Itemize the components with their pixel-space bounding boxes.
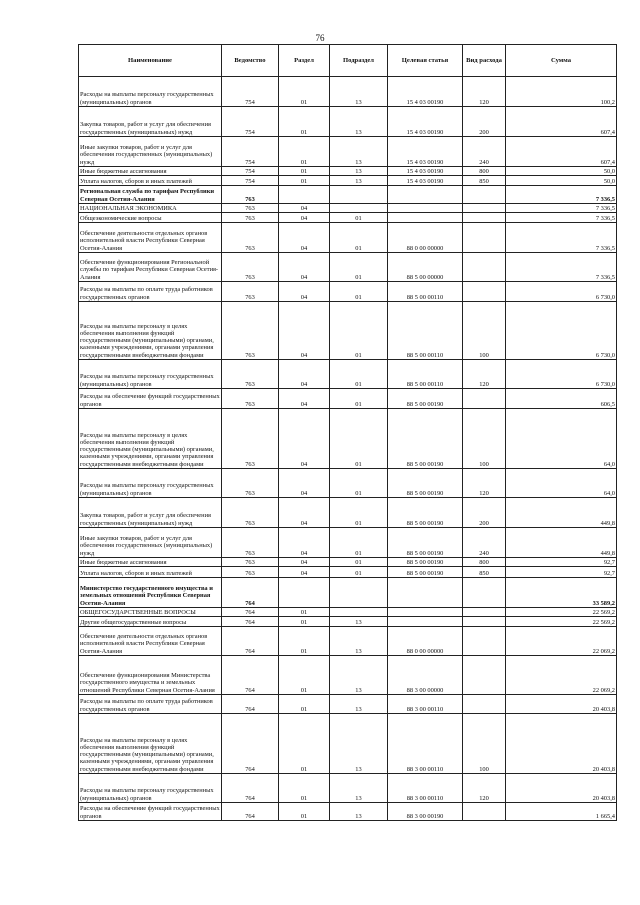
cell-department: 763 [222,253,279,282]
cell-amount: 607,4 [506,137,617,167]
cell-section: 04 [279,223,330,253]
cell-amount: 606,5 [506,389,617,409]
cell-department: 764 [222,714,279,774]
cell-department: 763 [222,528,279,558]
cell-expense-type: 100 [463,409,506,469]
cell-target-article: 88 3 00 00000 [388,656,463,695]
cell-target-article: 88 3 00 00110 [388,714,463,774]
cell-expense-type: 240 [463,528,506,558]
cell-name: НАЦИОНАЛЬНАЯ ЭКОНОМИКА [79,204,222,213]
cell-section: 04 [279,360,330,389]
cell-subsection: 01 [330,213,388,223]
cell-name: Расходы на выплаты персоналу в целях обеспечения выполнения функций государственными (муниципальными) органами, казенными учреждениями, органами управления государственными внебюджетными фондами [79,409,222,469]
cell-amount: 92,7 [506,558,617,567]
cell-department: 763 [222,360,279,389]
cell-name: Региональная служба по тарифам Республики Северная Осетия-Алания [79,186,222,204]
cell-name: Министерство государственного имущества и земельных отношений Республики Северная Осетия-Алания [79,578,222,608]
cell-name: Иные бюджетные ассигнования [79,558,222,567]
cell-name: Обеспечение деятельности отдельных органов исполнительной власти Республики Северная Осетия-Алания [79,223,222,253]
cell-name: Расходы на выплаты персоналу государственных (муниципальных) органов [79,469,222,498]
header-subsection: Подраздел [330,45,388,77]
cell-department: 763 [222,186,279,204]
cell-amount: 64,0 [506,409,617,469]
cell-subsection: 01 [330,282,388,302]
cell-expense-type [463,213,506,223]
cell-target-article: 88 5 00 00190 [388,389,463,409]
cell-subsection: 13 [330,617,388,627]
cell-subsection: 01 [330,389,388,409]
cell-amount: 6 730,0 [506,360,617,389]
cell-name: Обеспечение функционирования Министерства государственного имущества и земельных отношений Республики Северная Осетия-Алания [79,656,222,695]
cell-amount: 33 589,2 [506,578,617,608]
cell-expense-type [463,627,506,656]
header-department: Ведомство [222,45,279,77]
cell-name: Общеэкономические вопросы [79,213,222,223]
cell-section [279,578,330,608]
cell-amount: 607,4 [506,107,617,137]
cell-department: 764 [222,627,279,656]
cell-subsection: 01 [330,498,388,528]
cell-section: 01 [279,803,330,821]
cell-department: 763 [222,302,279,360]
header-target-article: Целевая статья [388,45,463,77]
cell-amount: 7 336,5 [506,223,617,253]
table-body [79,77,617,821]
cell-expense-type [463,223,506,253]
cell-subsection: 13 [330,107,388,137]
cell-expense-type: 800 [463,167,506,176]
cell-amount: 20 403,8 [506,714,617,774]
table-row [79,714,617,774]
cell-target-article: 88 5 00 00000 [388,253,463,282]
cell-section: 01 [279,656,330,695]
cell-section: 04 [279,469,330,498]
header-expense-type: Вид расхода [463,45,506,77]
cell-section: 01 [279,774,330,803]
cell-section: 01 [279,107,330,137]
cell-subsection: 01 [330,223,388,253]
table-row [79,107,617,137]
cell-target-article [388,578,463,608]
table-row [79,774,617,803]
cell-subsection: 13 [330,656,388,695]
cell-target-article [388,608,463,617]
cell-expense-type: 120 [463,774,506,803]
cell-expense-type [463,186,506,204]
cell-subsection: 13 [330,167,388,176]
cell-section [279,186,330,204]
cell-department: 763 [222,469,279,498]
cell-target-article: 88 5 00 00190 [388,409,463,469]
cell-expense-type: 800 [463,558,506,567]
cell-amount: 20 403,8 [506,774,617,803]
table-row [79,608,617,617]
table-row [79,167,617,176]
cell-amount: 6 730,0 [506,302,617,360]
cell-section: 04 [279,528,330,558]
table-row [79,695,617,714]
cell-expense-type [463,204,506,213]
cell-department: 763 [222,213,279,223]
cell-subsection [330,204,388,213]
table-row [79,803,617,821]
table-row [79,176,617,186]
cell-expense-type: 850 [463,176,506,186]
cell-subsection: 01 [330,558,388,567]
cell-expense-type [463,282,506,302]
cell-subsection: 13 [330,695,388,714]
cell-name: Расходы на обеспечение функций государственных органов [79,389,222,409]
cell-target-article: 15 4 03 00190 [388,137,463,167]
cell-subsection: 01 [330,302,388,360]
cell-expense-type: 850 [463,567,506,578]
cell-name: Закупка товаров, работ и услуг для обеспечения государственных (муниципальных) нужд [79,498,222,528]
cell-expense-type [463,389,506,409]
cell-subsection: 13 [330,774,388,803]
cell-department: 754 [222,167,279,176]
cell-section: 04 [279,253,330,282]
table-row [79,282,617,302]
table-row [79,204,617,213]
cell-department: 763 [222,498,279,528]
cell-section: 04 [279,282,330,302]
cell-expense-type: 240 [463,137,506,167]
cell-section: 04 [279,204,330,213]
cell-expense-type [463,803,506,821]
cell-subsection: 01 [330,253,388,282]
cell-subsection: 01 [330,567,388,578]
cell-department: 764 [222,617,279,627]
cell-name: Другие общегосударственные вопросы [79,617,222,627]
cell-section: 01 [279,77,330,107]
cell-target-article: 88 5 00 00190 [388,498,463,528]
cell-target-article [388,204,463,213]
table-row [79,223,617,253]
cell-target-article: 88 5 00 00190 [388,558,463,567]
cell-department: 763 [222,223,279,253]
cell-department: 764 [222,803,279,821]
table-header-row [79,45,617,77]
cell-name: Расходы на выплаты персоналу в целях обеспечения выполнения функций государственными (муниципальными) органами, казенными учреждениями, органами управления государственными внебюджетными фондами [79,714,222,774]
cell-amount: 22 569,2 [506,608,617,617]
cell-amount: 50,0 [506,167,617,176]
cell-expense-type: 200 [463,498,506,528]
cell-target-article: 88 5 00 00190 [388,567,463,578]
cell-amount: 7 336,5 [506,213,617,223]
table-row [79,389,617,409]
table-row [79,498,617,528]
cell-target-article [388,186,463,204]
cell-expense-type [463,656,506,695]
cell-expense-type [463,578,506,608]
table-row [79,528,617,558]
cell-name: Уплата налогов, сборов и иных платежей [79,176,222,186]
cell-section: 01 [279,176,330,186]
table-row [79,186,617,204]
cell-name: Расходы на выплаты по оплате труда работников государственных органов [79,282,222,302]
table-row [79,409,617,469]
cell-subsection: 01 [330,528,388,558]
cell-expense-type: 100 [463,714,506,774]
cell-subsection [330,186,388,204]
cell-name: Закупка товаров, работ и услуг для обеспечения государственных (муниципальных) нужд [79,107,222,137]
page-number: 76 [315,33,325,43]
cell-target-article: 88 0 00 00000 [388,223,463,253]
cell-amount: 449,8 [506,528,617,558]
cell-name: Расходы на выплаты персоналу государственных (муниципальных) органов [79,774,222,803]
cell-section: 04 [279,409,330,469]
cell-section: 01 [279,714,330,774]
cell-expense-type [463,617,506,627]
cell-target-article [388,617,463,627]
cell-subsection: 13 [330,714,388,774]
cell-amount: 20 403,8 [506,695,617,714]
cell-department: 754 [222,137,279,167]
cell-target-article: 88 5 00 00190 [388,469,463,498]
table-row [79,302,617,360]
cell-target-article: 88 5 00 00110 [388,360,463,389]
cell-target-article: 88 3 00 00110 [388,695,463,714]
cell-department: 754 [222,77,279,107]
cell-amount: 449,8 [506,498,617,528]
cell-subsection: 13 [330,627,388,656]
cell-expense-type [463,253,506,282]
cell-section: 04 [279,558,330,567]
cell-expense-type [463,608,506,617]
cell-section: 01 [279,627,330,656]
cell-department: 763 [222,389,279,409]
cell-subsection: 13 [330,77,388,107]
cell-name: ОБЩЕГОСУДАРСТВЕННЫЕ ВОПРОСЫ [79,608,222,617]
cell-name: Обеспечение деятельности отдельных органов исполнительной власти Республики Северная Осетия-Алания [79,627,222,656]
cell-subsection [330,608,388,617]
cell-target-article: 15 4 03 00190 [388,77,463,107]
cell-section: 04 [279,213,330,223]
table-row [79,578,617,608]
cell-department: 763 [222,558,279,567]
cell-department: 763 [222,409,279,469]
cell-subsection [330,578,388,608]
cell-department: 764 [222,774,279,803]
cell-amount: 22 069,2 [506,627,617,656]
header-section: Раздел [279,45,330,77]
cell-name: Расходы на выплаты персоналу государственных (муниципальных) органов [79,360,222,389]
cell-subsection: 13 [330,176,388,186]
cell-department: 764 [222,578,279,608]
cell-amount: 7 336,5 [506,186,617,204]
cell-expense-type: 200 [463,107,506,137]
cell-amount: 50,0 [506,176,617,186]
cell-name: Расходы на выплаты персоналу государственных (муниципальных) органов [79,77,222,107]
cell-amount: 64,0 [506,469,617,498]
table-row [79,656,617,695]
table-row [79,360,617,389]
cell-name: Расходы на выплаты персоналу в целях обеспечения выполнения функций государственными (муниципальными) органами, казенными учреждениями, органами управления государственными внебюджетными фондами [79,302,222,360]
cell-section: 04 [279,389,330,409]
table-row [79,469,617,498]
cell-amount: 1 665,4 [506,803,617,821]
cell-department: 764 [222,608,279,617]
cell-amount: 7 336,5 [506,253,617,282]
cell-name: Расходы на выплаты по оплате труда работников государственных органов [79,695,222,714]
table-row [79,567,617,578]
cell-name: Обеспечение функционирования Региональной службы по тарифам Республики Северная Осетия-Алания [79,253,222,282]
cell-amount: 7 336,5 [506,204,617,213]
cell-name: Иные закупки товаров, работ и услуг для обеспечения государственных (муниципальных) нужд [79,137,222,167]
cell-section: 01 [279,617,330,627]
cell-name: Расходы на обеспечение функций государственных органов [79,803,222,821]
cell-section: 01 [279,608,330,617]
cell-department: 763 [222,282,279,302]
cell-target-article: 88 0 00 00000 [388,627,463,656]
table-row [79,627,617,656]
cell-subsection: 13 [330,137,388,167]
budget-table [78,44,617,821]
cell-subsection: 01 [330,360,388,389]
cell-amount: 22 569,2 [506,617,617,627]
cell-section: 04 [279,567,330,578]
table-row [79,253,617,282]
cell-name: Уплата налогов, сборов и иных платежей [79,567,222,578]
cell-expense-type: 120 [463,77,506,107]
cell-target-article: 88 5 00 00190 [388,528,463,558]
cell-section: 04 [279,498,330,528]
cell-department: 764 [222,695,279,714]
cell-section: 01 [279,167,330,176]
table-row [79,617,617,627]
cell-amount: 100,2 [506,77,617,107]
cell-department: 763 [222,567,279,578]
header-amount: Сумма [506,45,617,77]
cell-target-article: 88 5 00 00110 [388,282,463,302]
cell-expense-type: 100 [463,302,506,360]
table-row [79,558,617,567]
cell-department: 763 [222,204,279,213]
cell-department: 754 [222,107,279,137]
cell-subsection: 01 [330,409,388,469]
cell-amount: 22 069,2 [506,656,617,695]
table-row [79,213,617,223]
cell-target-article [388,213,463,223]
table-row [79,137,617,167]
cell-subsection: 13 [330,803,388,821]
cell-department: 764 [222,656,279,695]
cell-target-article: 15 4 03 00190 [388,176,463,186]
cell-target-article: 15 4 03 00190 [388,107,463,137]
cell-target-article: 88 5 00 00110 [388,302,463,360]
cell-section: 01 [279,695,330,714]
header-name: Наименование [79,45,222,77]
cell-amount: 6 730,0 [506,282,617,302]
cell-target-article: 88 3 00 00190 [388,803,463,821]
cell-section: 04 [279,302,330,360]
cell-target-article: 88 3 00 00110 [388,774,463,803]
cell-name: Иные закупки товаров, работ и услуг для обеспечения государственных (муниципальных) нужд [79,528,222,558]
cell-amount: 92,7 [506,567,617,578]
cell-section: 01 [279,137,330,167]
cell-name: Иные бюджетные ассигнования [79,167,222,176]
cell-subsection: 01 [330,469,388,498]
cell-target-article: 15 4 03 00190 [388,167,463,176]
cell-department: 754 [222,176,279,186]
cell-expense-type [463,695,506,714]
cell-expense-type: 120 [463,469,506,498]
cell-expense-type: 120 [463,360,506,389]
table-row [79,77,617,107]
